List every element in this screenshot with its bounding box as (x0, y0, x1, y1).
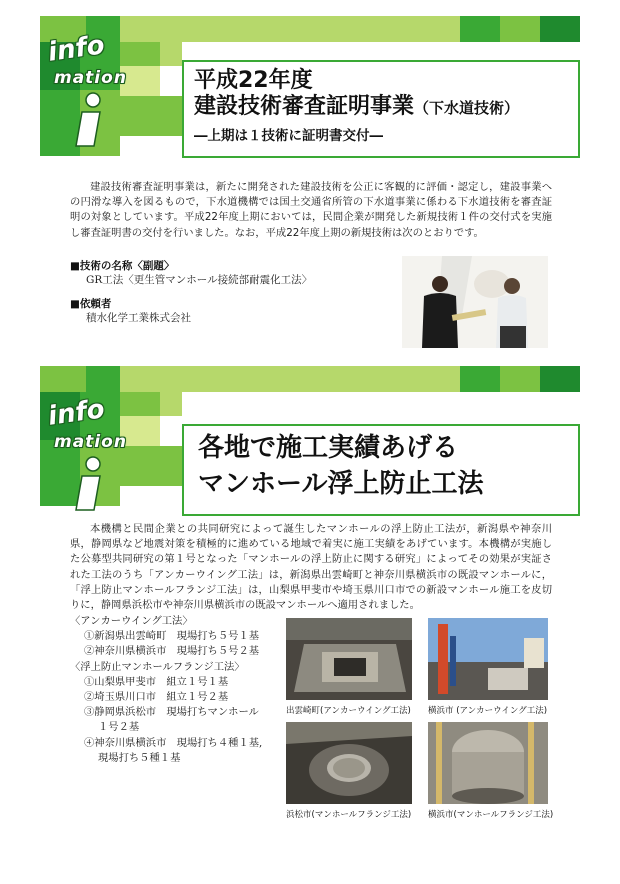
photo-izumozaki (286, 618, 412, 700)
photo-hamamatsu (286, 722, 412, 804)
tech-name-value: GR工法〈更生管マンホール接続部耐震化工法〉 (86, 274, 313, 286)
info-i-icon (66, 456, 112, 512)
ceremony-photo (402, 256, 548, 348)
article-title-text: 建設技術審査証明事業 (194, 94, 415, 119)
works-list-item: ④神奈川県横浜市 現場打ち４種１基, (84, 736, 263, 749)
photo-caption: 横浜市 (アンカーウイング工法) (428, 706, 548, 716)
article-manhole (0, 362, 620, 884)
header-tile (460, 366, 500, 392)
header-tile (460, 16, 500, 42)
works-list-item: ③静岡県浜松市 現場打ちマンホール (84, 706, 259, 719)
works-list (70, 614, 290, 766)
article-title-box (182, 424, 580, 516)
client-value: 積水化学工業株式会社 (86, 312, 191, 324)
article-title-suffix: （下水道技術） (414, 99, 520, 117)
article-subtitle: ―上期は１技術に証明書交付― (194, 128, 383, 144)
header-tile (40, 366, 86, 392)
info-logo-word: mation (54, 432, 127, 452)
works-list-item: ①山梨県甲斐市 組立１号１基 (84, 675, 229, 688)
photo-caption: 出雲崎町(アンカーウイング工法) (286, 706, 411, 716)
photo-caption: 横浜市(マンホールフランジ工法) (428, 810, 554, 820)
info-logo-word: mation (54, 68, 127, 88)
article-title-line: マンホール浮上防止工法 (198, 469, 484, 499)
works-list-item: １号２基 (98, 721, 140, 734)
article-title-line (194, 94, 519, 119)
article-title-box (182, 60, 580, 158)
header-tile (540, 366, 580, 392)
works-list-item: ①新潟県出雲崎町 現場打ち５号１基 (84, 630, 260, 643)
photo-yokohama-flange (428, 722, 548, 804)
photo-caption: 浜松市(マンホールフランジ工法) (286, 810, 412, 820)
works-list-item: ②神奈川県横浜市 現場打ち５号２基 (84, 645, 260, 658)
article-title-line: 平成22年度 (194, 68, 313, 93)
info-logo (40, 392, 170, 512)
photo-yokohama-anchor (428, 618, 548, 700)
tech-name-label: ■技術の名称〈副題〉 (70, 260, 175, 272)
article-title-line: 各地で施工実績あげる (198, 433, 459, 463)
works-list-item: 〈アンカーウイング工法〉 (70, 615, 193, 627)
header-tile (540, 16, 580, 42)
works-list-item: ②埼玉県川口市 組立１号２基 (84, 691, 229, 704)
works-list-item: 〈浮上防止マンホールフランジ工法〉 (70, 660, 245, 673)
header-tile (86, 366, 120, 392)
article-body: 本機構と民間企業との共同研究によって誕生したマンホールの浮上防止工法が，新潟県や神奈川県，静岡県など地震対策を積極的に進めている地域で着実に施工実績をあげています。本機構が実施した公募型共同研究の第１号となった「マンホールの浮上防止に関する研究」によってその効果が実証された工法のうち「アンカーウイング工法」は，新潟県出雲崎町と神奈川県横浜市の既設マンホールに，「浮上防止マンホールフランジ工法」は，山梨県甲斐市や埼玉県川口市での新設マンホール施工を皮切りに，静岡県浜松市や神奈川県横浜市の既設マンホールへ適用されました。 (70, 523, 552, 612)
client-label: ■依頼者 (70, 298, 112, 310)
header-tile (500, 16, 540, 42)
article-certification (0, 0, 620, 362)
info-i-icon (66, 92, 112, 148)
works-list-item: 現場打ち５種１基 (98, 751, 181, 764)
info-logo-word: info (46, 30, 107, 68)
article-body: 建設技術審査証明事業は，新たに開発された建設技術を公正に客観的に評価・認定し，建設事業への円滑な導入を図るもので，下水道機構では国土交通省所管の下水道事業に係わる下水道技術を審査証明の対象としています。平成22年度上期においては，民間企業が開発した新規技術１件の交付式を実施し審査証明書の交付を行いました。なお，平成22年度上期の新規技術は次のとおりです。 (70, 181, 552, 239)
info-logo-word: info (46, 394, 107, 432)
info-logo (40, 28, 170, 148)
header-tile (500, 366, 540, 392)
